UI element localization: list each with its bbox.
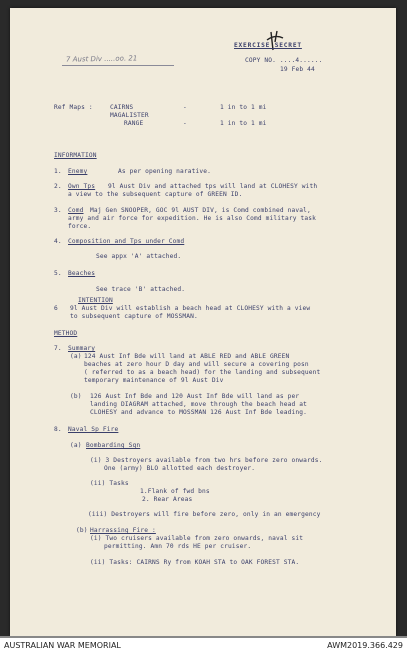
para-text: As per opening narative.	[118, 168, 212, 175]
sub-heading: Bombarding Sqn	[86, 442, 141, 449]
para-heading: Summary	[68, 345, 96, 352]
para-number: 4.	[54, 238, 62, 245]
footer-accession: AWM2019.366.429	[327, 641, 403, 650]
para-text: Maj Gen SNOOPER, GOC 9l AUST DIV, is Comd combined naval,	[90, 207, 311, 214]
sub-label: (a)	[70, 353, 82, 360]
map-dash: -	[183, 120, 187, 127]
document-page	[10, 8, 396, 636]
para-number: 1.	[54, 168, 62, 175]
para-text: (ii) Tasks: CAIRNS Ry from KOAH STA to OAK FOREST STA.	[90, 559, 300, 566]
map-name: CAIRNS	[110, 104, 134, 111]
para-text: 9l Aust Div will establish a beach head at CLOHESY with a view	[70, 305, 311, 312]
sub-label: (b)	[76, 527, 88, 534]
pencil-annotation: 7 Aust Div .....oo. 21	[65, 54, 138, 64]
para-text: CLOHESY and advance to MOSSMAN 126 Aust Inf Bde leading.	[90, 409, 308, 416]
map-scale: 1 in to 1 mi	[220, 104, 267, 111]
para-heading: Comd	[68, 207, 84, 214]
para-text: 1.Flank of fwd bns	[140, 488, 210, 495]
map-dash: -	[183, 104, 187, 111]
para-heading: Own Tps	[68, 183, 96, 190]
para-number: 7.	[54, 345, 62, 352]
map-scale: 1 in to 1 mi	[220, 120, 267, 127]
para-number: 8.	[54, 426, 62, 433]
para-text: 2. Rear Areas	[142, 496, 193, 503]
para-heading: Beaches	[68, 270, 96, 277]
para-text: 124 Aust Inf Bde will land at ABLE RED and ABLE GREEN	[84, 353, 290, 360]
para-number: 6	[54, 305, 58, 312]
para-heading: Enemy	[68, 168, 88, 175]
para-text: ( referred to as a beach head) for the landing and subsequent	[84, 369, 321, 376]
para-text: (i) Two cruisers available from zero onwards, naval sit	[90, 535, 304, 542]
copy-number: COPY NO. ....4......	[245, 57, 323, 64]
para-text: One (army) BLO allotted each destroyer.	[104, 465, 256, 472]
para-text: temporary maintenance of 9l Aust Div	[84, 377, 224, 384]
map-name: RANGE	[124, 120, 144, 127]
classification: EXERCISE SECRET	[234, 42, 302, 49]
para-text: See appx 'A' attached.	[96, 253, 182, 260]
section-information: INFORMATION	[54, 152, 97, 159]
para-heading: Composition and Tps under Comd	[68, 238, 185, 245]
section-method: METHOD	[54, 330, 78, 337]
para-text: beaches at zero hour D day and will secure a covering posn	[84, 361, 309, 368]
para-text: landing DIAGRAM attached, move through the beach head at	[90, 401, 308, 408]
para-heading: Naval Sp Fire	[68, 426, 119, 433]
footer-source: AUSTRALIAN WAR MEMORIAL	[4, 641, 121, 650]
para-text: See trace 'B' attached.	[96, 286, 186, 293]
para-number: 5.	[54, 270, 62, 277]
para-text: force.	[68, 223, 92, 230]
para-text: (iii) Destroyers will fire before zero, only in an emergency	[88, 511, 321, 518]
sub-label: (a)	[70, 442, 82, 449]
sub-label: (b)	[70, 393, 82, 400]
para-text: permitting. Amn 70 rds HE per cruiser.	[104, 543, 252, 550]
para-text: 9l Aust Div and attached tps will land at CLOHESY with	[108, 183, 318, 190]
para-text: (ii) Tasks	[90, 480, 129, 487]
sub-heading: Harrassing Fire :	[90, 527, 156, 534]
para-text: to subsequent capture of MOSSMAN.	[70, 313, 198, 320]
para-text: (i) 3 Destroyers available from two hrs before zero onwards.	[90, 457, 323, 464]
para-heading: INTENTION	[78, 297, 113, 304]
ref-maps-label: Ref Maps :	[54, 104, 93, 111]
handwritten-mark	[263, 28, 289, 54]
para-number: 3.	[54, 207, 62, 214]
para-text: a view to the subsequent capture of GREEN ID.	[68, 191, 243, 198]
para-number: 2.	[54, 183, 62, 190]
date: 19 Feb 44	[280, 66, 315, 73]
footer	[0, 638, 407, 653]
pencil-underline	[62, 65, 174, 66]
para-text: army and air force for expedition. He is also Comd military task	[68, 215, 317, 222]
para-text: 126 Aust Inf Bde and 120 Aust Inf Bde will land as per	[90, 393, 300, 400]
map-name: MAGALISTER	[110, 112, 149, 119]
